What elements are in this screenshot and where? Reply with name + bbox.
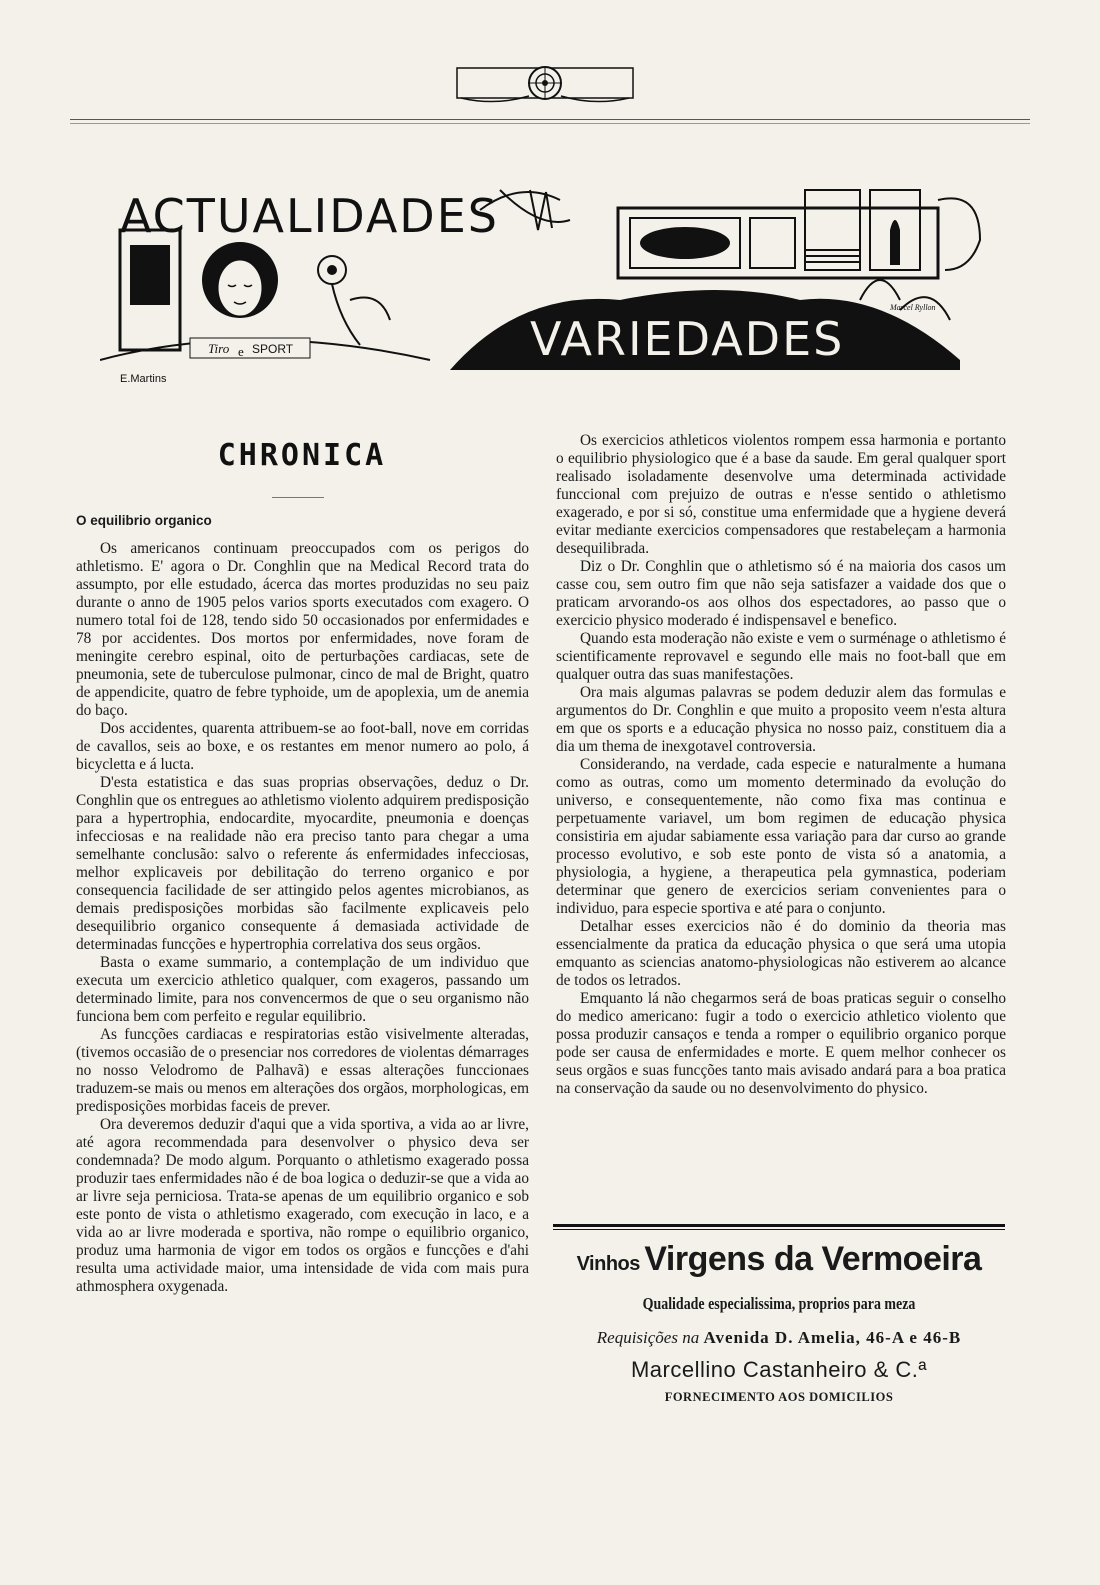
article-column-left bbox=[76, 540, 529, 1296]
article-paragraph: Ora mais algumas palavras se podem deduzir alem das formulas e argumentos do Dr. Conghlin e que muito a proposito veem n'esta altura em que os sports e a educação physica no nosso paiz, constituem dia a dia um thema de inexgotavel controversia. bbox=[556, 684, 1006, 755]
advert-address: Avenida D. Amelia, 46-A e 46-B bbox=[703, 1328, 962, 1347]
header-rule-thin bbox=[70, 123, 1030, 124]
article-paragraph: Detalhar esses exercicios não é do dominio da theoria mas essencialmente da pratica da educação physica o que será uma utopia emquanto as sciencias anatomo-physiologicas não estiverem ao alcance de todos os letrados. bbox=[556, 918, 1006, 989]
signature-right: Marcel Ryllon bbox=[890, 303, 936, 312]
article-paragraph: Ora deveremos deduzir d'aqui que a vida sportiva, a vida ao ar livre, até agora recommendada para desenvolver o physico deva ser condemnada? De modo algum. Porquanto o athletismo exagerado possa produzir taes enfermidades não é de boa logica o deduzir-se que a vida ao ar livre seja perniciosa. Trata-se apenas de um equilibrio organico e sob este ponto de vista o athletismo exagerado, com execução in laco, e a vida ao ar livre moderada e sportiva, não rompe o equilibrio organico, produz uma harmonia de vigor em todos os orgãos e funcções e d'ahi resulta uma actividade maior, uma intensidade de vida com mais pura athmosphera oxygenada. bbox=[76, 1116, 529, 1295]
badge-tiro: Tiro bbox=[208, 341, 230, 356]
header-rule bbox=[70, 119, 1030, 120]
article-paragraph: Considerando, na verdade, cada especie e naturalmente a humana como as outras, como um momento determinado da evolução do universo, e consequentemente, não como fixa mas continua e perpetuamente variavel, um bom regimen de educação physica consistiria em ajudar sabiamente essa variação para dar curso ao grande processo evolutivo, e sob este ponto de vista só a anatomia, a physiologia, a hygiene, a therapeutica pela gymnastica, poderiam determinar que genero de exercicios seriam convenientes para o individuo, para especie sportiva e até para o conjunto. bbox=[556, 756, 1006, 917]
advert-brand-prefix: Vinhos bbox=[576, 1253, 640, 1275]
article-paragraph: Basta o exame summario, a contemplação de um individuo que executa um exercicio athletico qualquer, com exageros, passando um determinado limite, para nos convencermos de que o seu organismo não funciona bem com perfeito e regular equilibrio. bbox=[76, 954, 529, 1025]
badge-e: e bbox=[238, 344, 244, 359]
article-paragraph: Emquanto lá não chegarmos será de boas praticas seguir o conselho do medico americano: fugir a todo o exercicio athletico violento que possa produzir cansaços e tenda a romper o equilibrio organico porque pode ser causa de enfermidades e morte. E quem melhor conhecer os seus orgãos e suas funcções tanto mais avisado andará para a boa pratica na conservação da saude ou no desenvolvimento do physico. bbox=[556, 990, 1006, 1097]
title-divider bbox=[272, 497, 324, 498]
article-paragraph: As funcções cardiacas e respiratorias estão visivelmente alteradas, (tivemos occasião de o presenciar nos corredores de violentas démarrages no nosso Velodromo de Palhavã) e essas alterações funccionaes traduzem-se mais ou menos em alterações dos orgãos, morphologicas, em predisposições morbidas faceis de prever. bbox=[76, 1026, 529, 1115]
banner-title-top: ACTUALIDADES bbox=[120, 189, 499, 243]
advert-delivery: FORNECIMENTO AOS DOMICILIOS bbox=[664, 1390, 894, 1404]
badge-sport: SPORT bbox=[252, 342, 294, 356]
article-subtitle: O equilibrio organico bbox=[76, 513, 212, 528]
section-title: CHRONICA bbox=[217, 438, 387, 473]
advert-brand-name: Virgens da Vermoeira bbox=[644, 1240, 982, 1278]
article-column-right bbox=[556, 432, 1006, 1098]
advert-address-line bbox=[553, 1328, 1005, 1348]
article-paragraph: Os exercicios athleticos violentos rompem essa harmonia e portanto o equilibrio physiologico que é a base da saude. Em geral qualquer sport realisado isoladamente desenvolve uma determinada actividade funccional com prejuizo de outras e n'esse sentido o athletismo exagerado, e por si só, constitue uma enfermidade que a hygiene deverá evitar mediante exercicios compensadores que restabeleçam a harmonia desequilibrada. bbox=[556, 432, 1006, 557]
article-paragraph: Diz o Dr. Conghlin que o athletismo só é na maioria dos casos um casse cou, sem outro fim que não seja satisfazer a vaidade dos que o praticam arvorando-os aos olhos dos espectadores, ao passo que o exercicio physico moderado é indispensavel e benefico. bbox=[556, 558, 1006, 629]
advert-company: Marcellino Castanheiro & C.ª bbox=[630, 1357, 928, 1382]
advert-rule bbox=[553, 1224, 1005, 1227]
masthead-logo bbox=[455, 60, 635, 106]
signature-left: E.Martins bbox=[120, 373, 167, 385]
banner-title-bottom: VARIEDADES bbox=[530, 312, 845, 366]
advert-rule-thin bbox=[553, 1229, 1005, 1230]
article-paragraph: D'esta estatistica e das suas proprias observações, deduz o Dr. Conghlin que os entregues ao athletismo violento adquirem predisposição para a hypertrophia, endocardite, myocardite, pneumonia e doenças infecciosas e na realidade não era preciso tanto para chegar a uma semelhante conclusão: salvo o referente ás enfermidades infecciosas, melhor explicaveis por debilitação do terreno organico e por consequencia facilidade de ser attingido pelos agentes microbianos, as demais predisposições morbidas são facilmente explicaveis pelo desequilibrio organico consequente á demasiada actividade de determinadas funcções e hypertrophia correlativa dos seus orgãos. bbox=[76, 774, 529, 953]
article-paragraph: Dos accidentes, quarenta attribuem-se ao foot-ball, nove em corridas de cavallos, seis ao boxe, e os restantes em menor numero ao polo, á bicycletta e á lucta. bbox=[76, 720, 529, 773]
article-paragraph: Os americanos continuam preoccupados com os perigos do athletismo. E' agora o Dr. Conghlin que na Medical Record trata do assumpto, por elle estudado, ácerca das mortes produzidas no seu paiz durante o anno de 1905 pelos varios sports executados com exagero. O numero total foi de 128, tendo sido 50 occasionados por enfermidades e 78 por accidentes. Dos mortos por enfermidades, nove foram de meningite cerebro espinal, oito de perturbações cardiacas, sete de pneumonia, sete de tuberculose pulmonar, cinco de mal de Bright, quatro de appendicite, quatro de febre typhoide, um de apoplexia, um de anemia do baço. bbox=[76, 540, 529, 719]
advert-requests-label: Requisições na bbox=[596, 1328, 700, 1347]
advert-brand bbox=[553, 1240, 1005, 1279]
article-paragraph: Quando esta moderação não existe e vem o surménage o athletismo é scientificamente reprovavel e segundo elle mais no foot-ball que em qualquer outra das suas manifestações. bbox=[556, 630, 1006, 683]
advert-tagline: Qualidade especialissima, proprios para meza bbox=[642, 1294, 916, 1313]
section-banner bbox=[100, 170, 1000, 400]
